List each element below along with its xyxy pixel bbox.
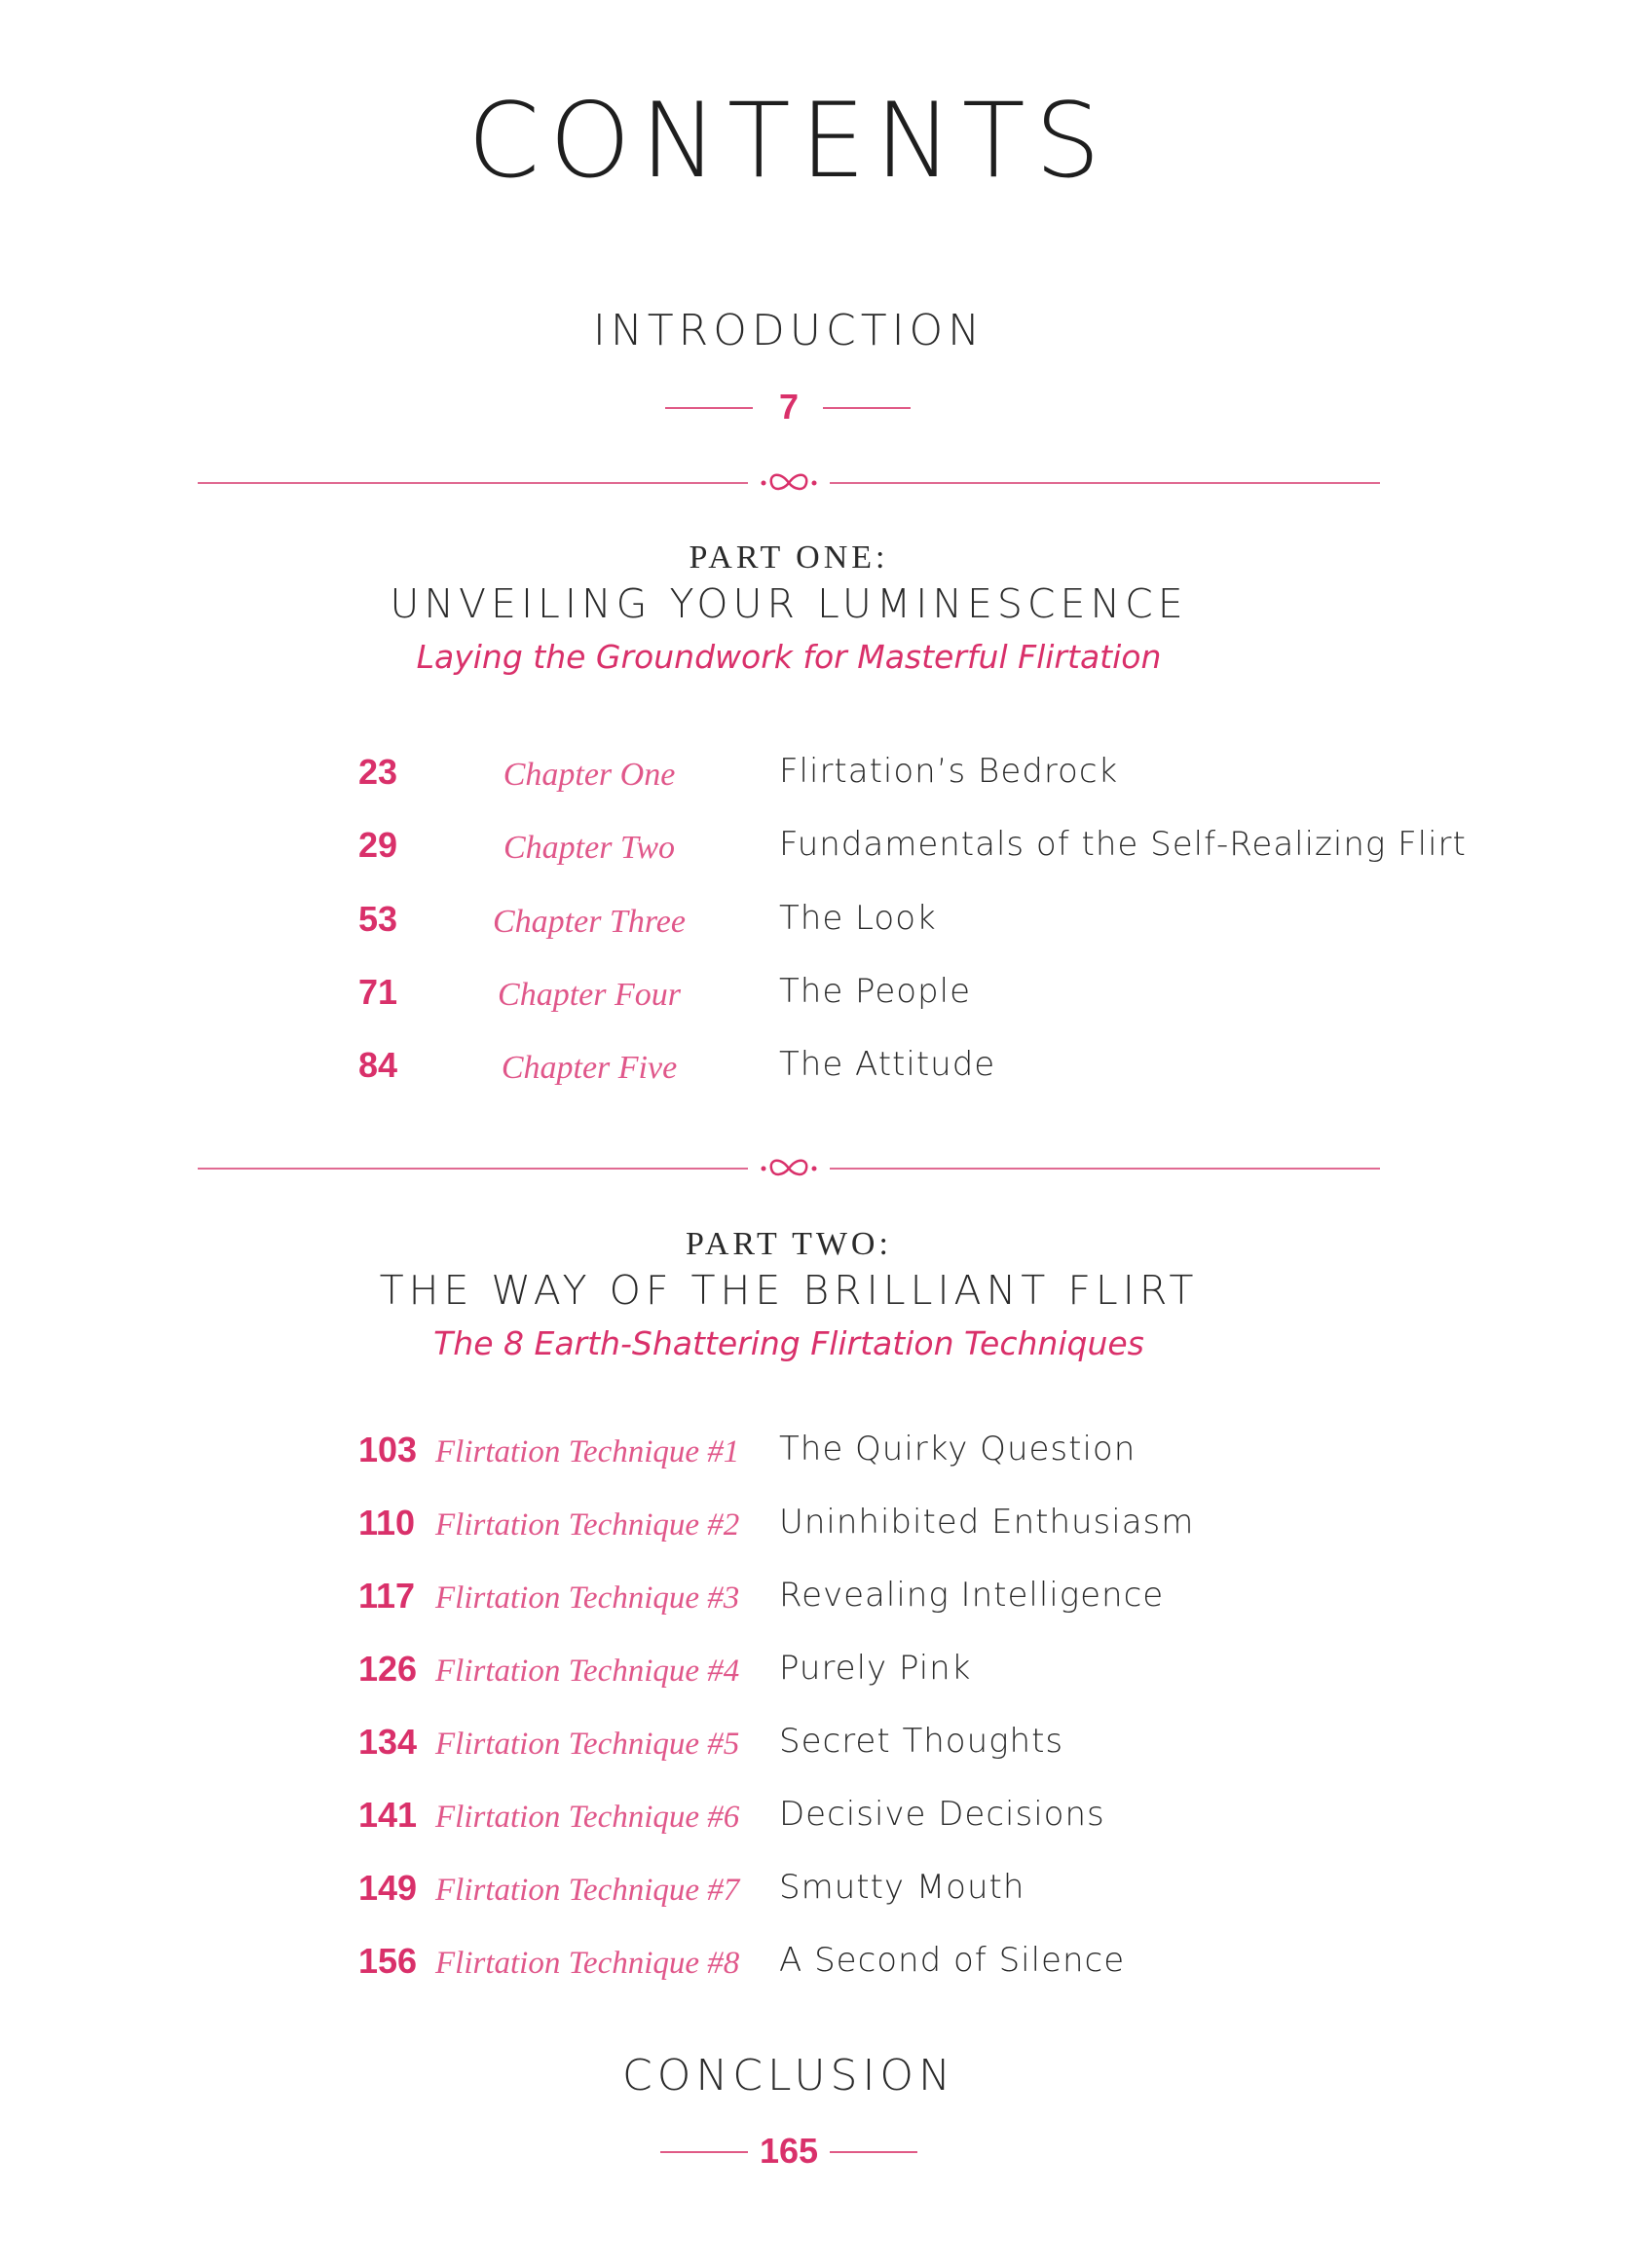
conclusion-page-number[interactable]: 165 — [759, 2131, 819, 2171]
technique-page-number: 156 — [358, 1941, 418, 1981]
introduction-rule-right — [823, 407, 911, 409]
technique-label: Flirtation Technique #6 — [435, 1800, 740, 1835]
technique-row[interactable] — [0, 1722, 1640, 1783]
chapter-row[interactable] — [0, 1045, 1640, 1106]
ornament-icon — [760, 468, 818, 498]
chapter-row[interactable] — [0, 972, 1640, 1033]
technique-page-number: 110 — [358, 1503, 416, 1543]
conclusion-heading: CONCLUSION — [622, 2051, 955, 2101]
technique-page-number: 117 — [358, 1576, 416, 1616]
technique-title: Decisive Decisions — [779, 1795, 1105, 1834]
chapter-title: The People — [779, 972, 971, 1011]
chapter-title: Flirtation’s Bedrock — [779, 752, 1119, 791]
part-one-title: UNVEILING YOUR LUMINESCENCE — [390, 580, 1188, 627]
technique-row[interactable] — [0, 1576, 1640, 1637]
chapter-label: Chapter Five — [501, 1050, 678, 1086]
chapter-label: Chapter Three — [492, 904, 686, 940]
technique-row[interactable] — [0, 1795, 1640, 1856]
technique-label: Flirtation Technique #3 — [435, 1580, 740, 1616]
technique-title: Uninhibited Enthusiasm — [779, 1503, 1195, 1542]
ornament-icon — [760, 1154, 818, 1183]
technique-label: Flirtation Technique #1 — [435, 1434, 740, 1469]
introduction-page-number[interactable]: 7 — [778, 387, 800, 427]
chapter-label: Chapter One — [503, 757, 676, 793]
part-one-subtitle: Laying the Groundwork for Masterful Flirtation — [416, 638, 1162, 676]
technique-title: Revealing Intelligence — [779, 1576, 1165, 1615]
technique-page-number: 134 — [358, 1722, 418, 1762]
technique-title: Purely Pink — [779, 1649, 972, 1688]
technique-page-number: 141 — [358, 1795, 418, 1835]
chapter-page-number: 84 — [358, 1045, 398, 1085]
conclusion-rule-right — [830, 2151, 917, 2153]
chapter-title: The Attitude — [779, 1045, 996, 1084]
technique-title: A Second of Silence — [779, 1941, 1126, 1980]
chapter-title: The Look — [779, 899, 937, 938]
divider-rule-left — [198, 1168, 748, 1170]
technique-title: Secret Thoughts — [779, 1722, 1064, 1761]
introduction-rule-left — [665, 407, 753, 409]
technique-page-number: 103 — [358, 1430, 418, 1469]
technique-label: Flirtation Technique #8 — [435, 1946, 740, 1981]
conclusion-rule-left — [660, 2151, 748, 2153]
chapter-page-number: 53 — [358, 899, 398, 939]
technique-row[interactable] — [0, 1941, 1640, 2002]
part-two-label: PART TWO: — [686, 1226, 892, 1262]
part-two-title: THE WAY OF THE BRILLIANT FLIRT — [379, 1267, 1199, 1314]
technique-title: Smutty Mouth — [779, 1868, 1025, 1907]
chapter-page-number: 23 — [358, 752, 398, 792]
part-two-subtitle: The 8 Earth-Shattering Flirtation Techniques — [433, 1324, 1144, 1362]
introduction-heading: INTRODUCTION — [592, 306, 986, 355]
technique-row[interactable] — [0, 1503, 1640, 1564]
part-one-label: PART ONE: — [689, 539, 889, 576]
divider-rule-left — [198, 482, 748, 484]
chapter-label: Chapter Four — [498, 977, 681, 1013]
technique-page-number: 126 — [358, 1649, 418, 1689]
divider-rule-right — [830, 1168, 1380, 1170]
chapter-label: Chapter Two — [503, 830, 675, 866]
chapter-row[interactable] — [0, 899, 1640, 960]
technique-label: Flirtation Technique #2 — [435, 1507, 740, 1543]
chapter-row[interactable] — [0, 825, 1640, 886]
chapter-page-number: 71 — [358, 972, 398, 1012]
technique-page-number: 149 — [358, 1868, 418, 1908]
chapter-row[interactable] — [0, 752, 1640, 813]
technique-title: The Quirky Question — [779, 1430, 1137, 1469]
technique-label: Flirtation Technique #4 — [435, 1654, 740, 1689]
technique-row[interactable] — [0, 1432, 1640, 1491]
chapter-page-number: 29 — [358, 825, 398, 865]
technique-label: Flirtation Technique #5 — [435, 1727, 740, 1762]
chapter-title: Fundamentals of the Self-Realizing Flirt — [779, 825, 1467, 864]
technique-label: Flirtation Technique #7 — [435, 1873, 740, 1908]
technique-row[interactable] — [0, 1649, 1640, 1710]
technique-row[interactable] — [0, 1868, 1640, 1929]
page-title: CONTENTS — [467, 81, 1110, 201]
divider-rule-right — [830, 482, 1380, 484]
